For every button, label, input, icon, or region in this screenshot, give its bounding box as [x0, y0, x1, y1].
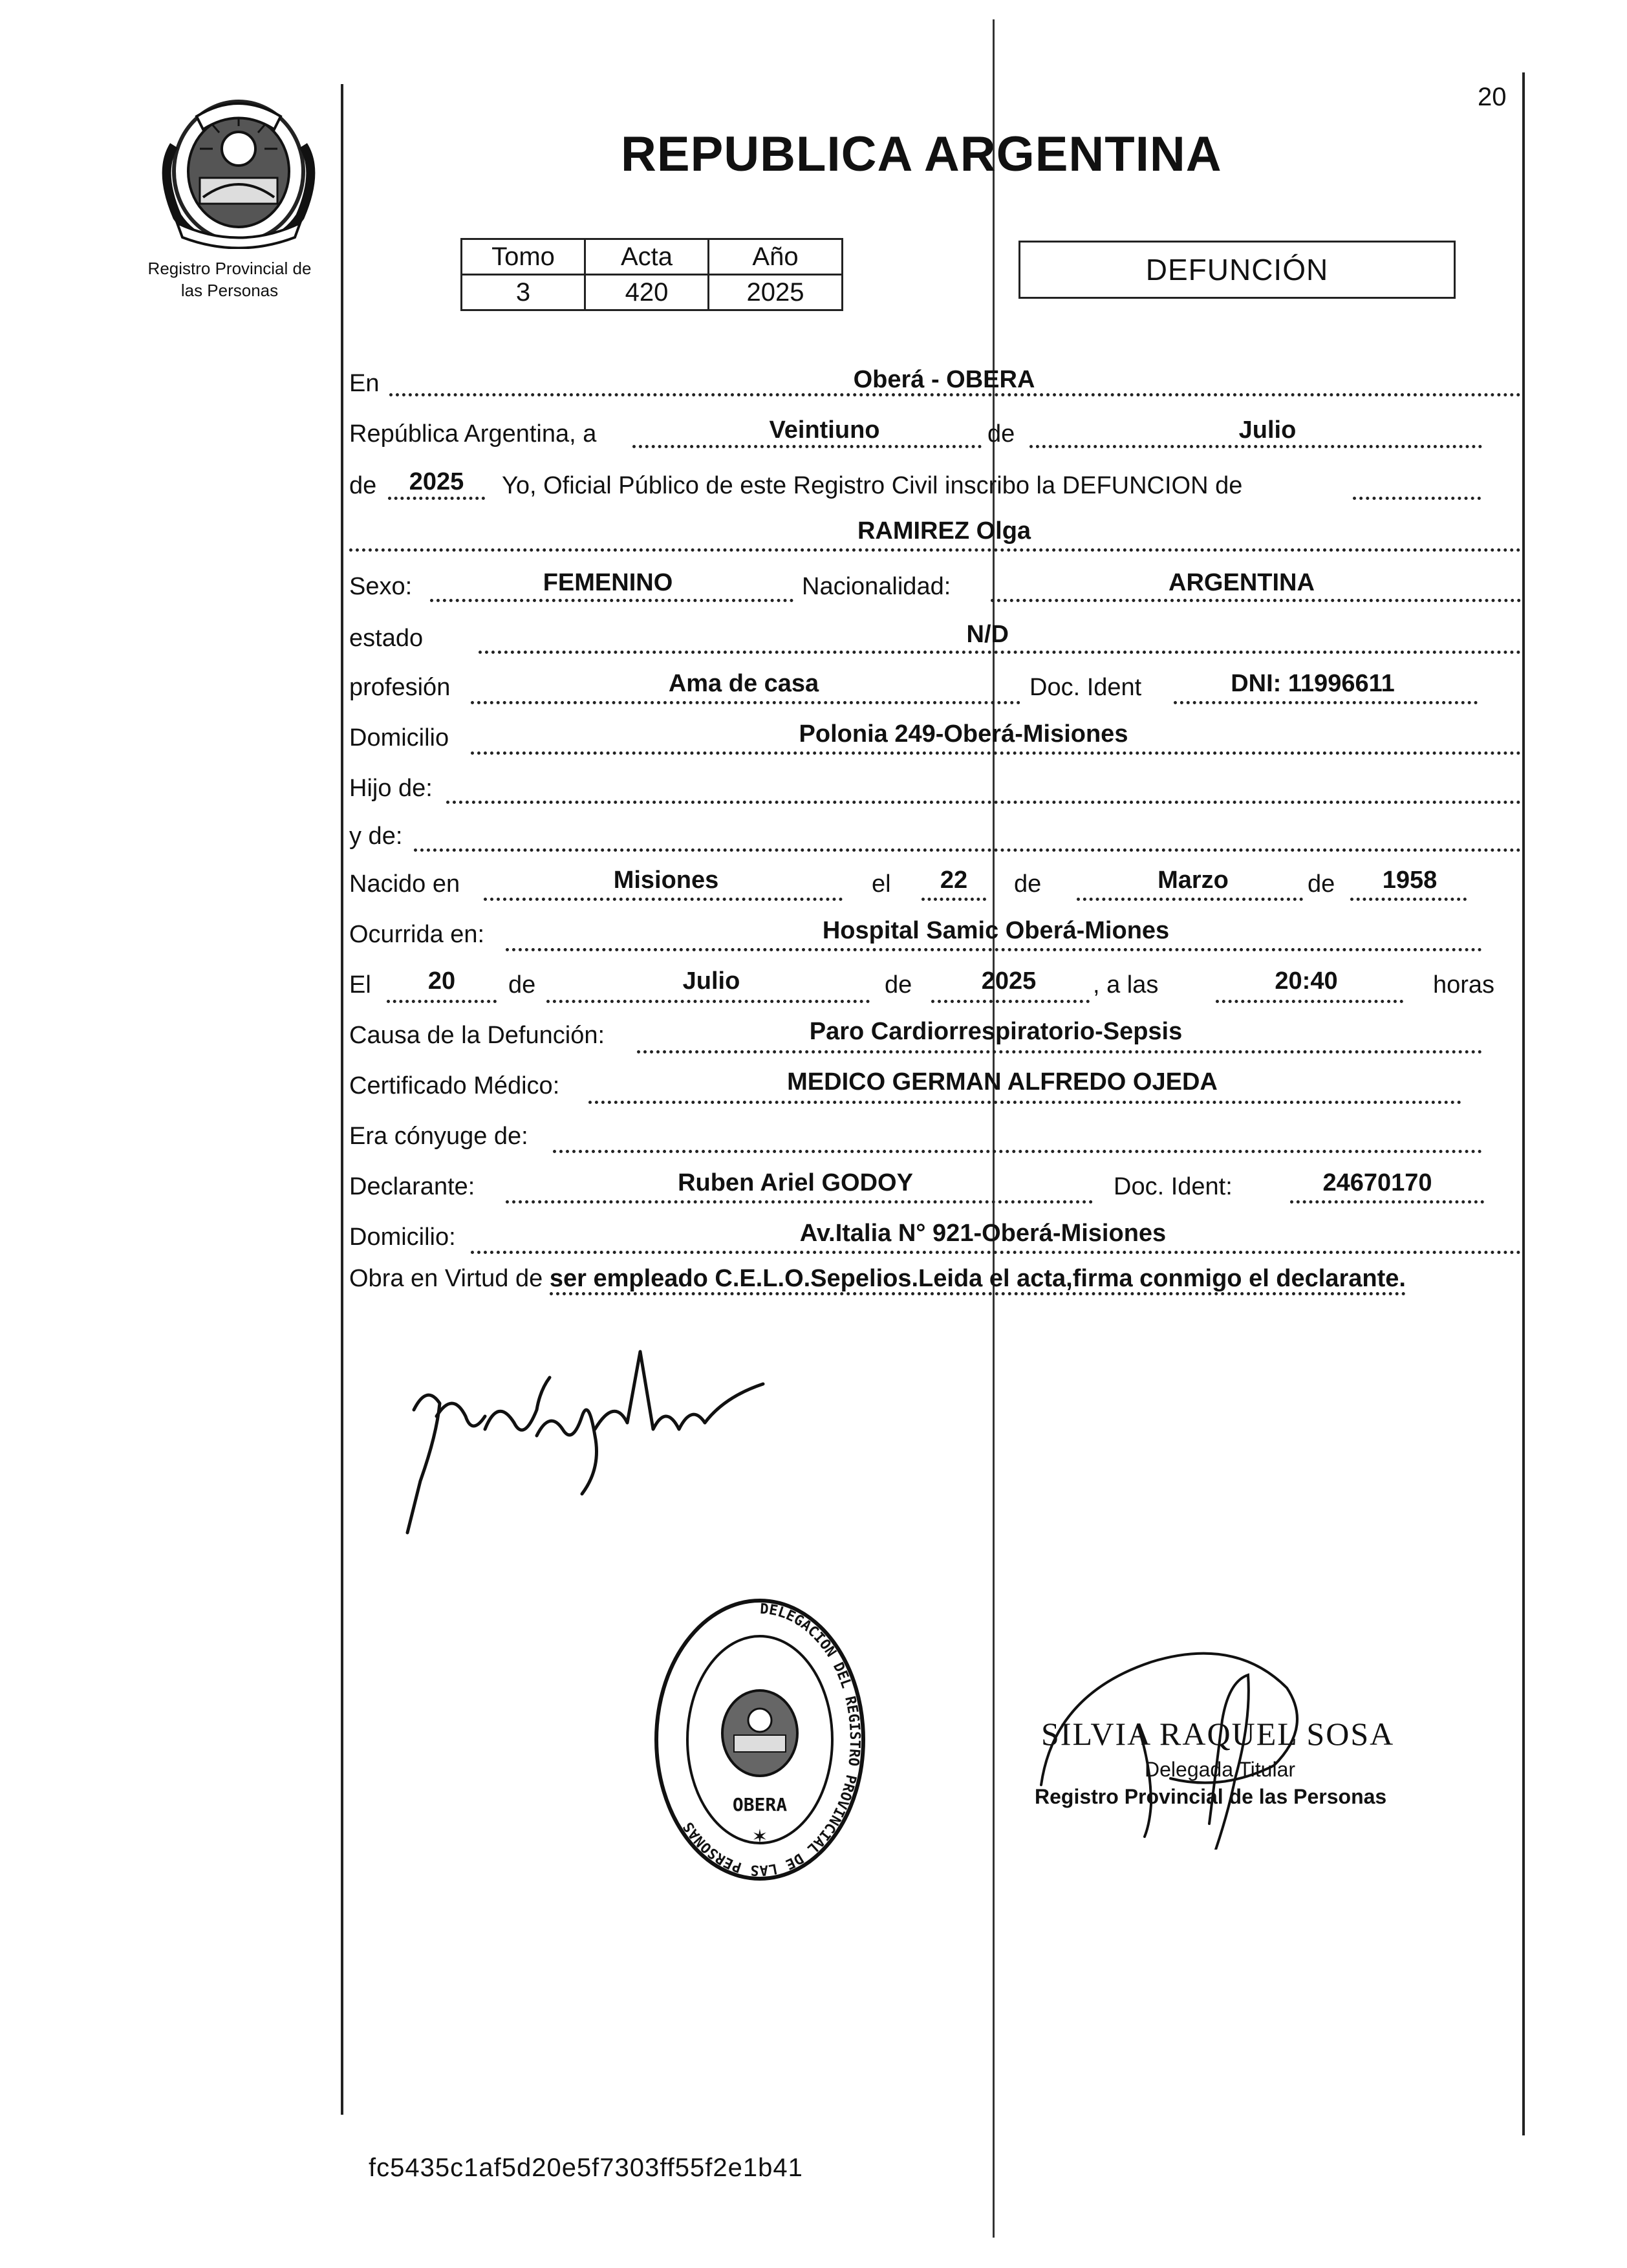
nacionalidad-dotline — [991, 599, 1521, 602]
nacionalidad-value: ARGENTINA — [1169, 569, 1315, 596]
causa-dotline — [637, 1050, 1482, 1053]
record-number-table — [460, 238, 843, 311]
inscribo-text: Yo, Oficial Público de este Registro Civil inscribo la DEFUNCION de — [502, 472, 1243, 499]
birth-el-label: el — [872, 870, 891, 898]
decl-domicilio-value: Av.Italia N° 921-Oberá-Misiones — [799, 1220, 1167, 1247]
death-day-value: 20 — [427, 967, 456, 995]
domicilio-label: Domicilio — [349, 724, 449, 751]
hijo-dotline — [446, 801, 1521, 804]
a-las-label: , a las — [1093, 971, 1159, 999]
birth-year-value: 1958 — [1382, 867, 1438, 894]
registry-label-line2: las Personas — [180, 281, 279, 300]
doc-ident-label: Doc. Ident — [1029, 674, 1142, 701]
en-label: En — [349, 370, 380, 397]
death-de-label-2: de — [885, 971, 912, 999]
death-year-value: 2025 — [981, 967, 1037, 995]
official-name: SILVIA RAQUEL SOSA — [1041, 1716, 1395, 1752]
registry-label — [123, 257, 336, 301]
birth-year-dotline — [1350, 898, 1467, 901]
obra-value: ser empleado C.E.L.O.Sepelios.Leida el acta,firma conmigo el declarante. — [550, 1265, 1406, 1295]
month-value: Julio — [1238, 416, 1297, 444]
conyuge-dotline — [553, 1150, 1482, 1153]
nacionalidad-label: Nacionalidad: — [802, 573, 951, 600]
birth-day-dotline — [921, 898, 986, 901]
decl-doc-label: Doc. Ident: — [1114, 1173, 1233, 1200]
left-margin-rule — [341, 84, 343, 2115]
registry-label-line1: Registro Provincial de — [147, 259, 312, 278]
ocurrida-dotline — [506, 948, 1482, 951]
sexo-label: Sexo: — [349, 573, 413, 600]
profesion-label: profesión — [349, 674, 451, 701]
doc-ident-dotline — [1174, 701, 1478, 704]
declarante-label: Declarante: — [349, 1173, 475, 1200]
month-dotline — [1029, 445, 1482, 448]
en-dotline — [389, 393, 1521, 396]
official-office: Registro Provincial de las Personas — [1035, 1785, 1387, 1808]
deceased-name-value: RAMIREZ Olga — [857, 517, 1031, 545]
republica-label: República Argentina, a — [349, 420, 597, 448]
deceased-name-dotline — [349, 548, 1521, 552]
en-value: Oberá - OBERA — [853, 366, 1035, 393]
official-stamp — [650, 1588, 870, 1892]
day-dotline — [632, 445, 982, 448]
death-el-label: El — [349, 971, 371, 999]
decl-domicilio-dotline — [471, 1251, 1521, 1254]
stamp-city-text: OBERA — [732, 1794, 788, 1815]
certificado-label: Certificado Médico: — [349, 1072, 560, 1099]
record-type-box: DEFUNCIÓN — [1018, 241, 1456, 299]
certificado-value: MEDICO GERMAN ALFREDO OJEDA — [787, 1068, 1218, 1096]
tomo-header: Tomo — [462, 239, 585, 275]
page-number: 20 — [1478, 83, 1507, 111]
birth-de-label-1: de — [1014, 870, 1042, 898]
death-month-dotline — [546, 1000, 870, 1003]
sexo-dotline — [430, 599, 793, 602]
anio-header: Año — [709, 239, 843, 275]
provincial-coat-of-arms-logo — [151, 94, 326, 249]
declarant-signature — [401, 1339, 776, 1539]
day-word-value: Veintiuno — [769, 416, 880, 444]
nacido-label: Nacido en — [349, 870, 460, 898]
causa-label: Causa de la Defunción: — [349, 1022, 605, 1049]
conyuge-label: Era cónyuge de: — [349, 1123, 528, 1150]
profesion-value: Ama de casa — [668, 670, 819, 697]
birth-de-label-2: de — [1308, 870, 1335, 898]
horas-label: horas — [1433, 971, 1495, 999]
obra-label: Obra en Virtud de — [349, 1265, 543, 1292]
y-de-dotline — [414, 848, 1521, 852]
y-de-label: y de: — [349, 823, 403, 850]
estado-label: estado — [349, 625, 424, 652]
fold-line — [993, 19, 995, 2238]
certificado-dotline — [588, 1101, 1461, 1104]
inscribo-dotline — [1353, 497, 1481, 500]
official-role: Delegada Titular — [1145, 1758, 1296, 1781]
country-title: REPUBLICA ARGENTINA — [621, 127, 1222, 182]
death-year-dotline — [931, 1000, 1090, 1003]
tomo-value: 3 — [462, 275, 585, 310]
profesion-dotline — [471, 701, 1020, 704]
decl-domicilio-label: Domicilio: — [349, 1224, 456, 1251]
de-label: de — [987, 420, 1015, 448]
decl-doc-value: 24670170 — [1322, 1169, 1432, 1196]
declarante-dotline — [506, 1200, 1093, 1204]
nacido-value: Misiones — [613, 867, 719, 894]
death-de-label-1: de — [508, 971, 536, 999]
hijo-label: Hijo de: — [349, 775, 433, 802]
causa-value: Paro Cardiorrespiratorio-Sepsis — [809, 1018, 1183, 1045]
stamp-ring-text: DELEGACION DEL REGISTRO PROVINCIAL DE LAS PERSONAS — [680, 1601, 863, 1879]
decl-doc-dotline — [1290, 1200, 1484, 1204]
domicilio-dotline — [471, 751, 1521, 755]
declarante-value: Ruben Ariel GODOY — [678, 1169, 913, 1196]
birth-month-dotline — [1077, 898, 1303, 901]
doc-ident-value: DNI: 11996611 — [1231, 670, 1395, 697]
acta-header: Acta — [585, 239, 709, 275]
right-margin-rule — [1522, 72, 1525, 2135]
year-dotline — [388, 497, 485, 500]
domicilio-value: Polonia 249-Oberá-Misiones — [799, 720, 1128, 748]
anio-value: 2025 — [709, 275, 843, 310]
nacido-dotline — [484, 898, 843, 901]
ocurrida-value: Hospital Samic Oberá-Miones — [822, 917, 1170, 944]
document-hash: fc5435c1af5d20e5f7303ff55f2e1b41 — [369, 2154, 803, 2182]
estado-value: N/D — [966, 621, 1009, 648]
death-day-dotline — [387, 1000, 497, 1003]
death-time-dotline — [1216, 1000, 1403, 1003]
estado-dotline — [479, 651, 1521, 654]
year-value: 2025 — [409, 468, 464, 495]
ocurrida-label: Ocurrida en: — [349, 921, 485, 948]
stamp-star-icon: ✶ — [751, 1826, 768, 1848]
birth-day-value: 22 — [940, 867, 968, 894]
obra-en-virtud-paragraph — [349, 1261, 1516, 1296]
birth-month-value: Marzo — [1158, 867, 1229, 894]
year-prefix-label: de — [349, 472, 377, 499]
acta-value: 420 — [585, 275, 709, 310]
death-time-value: 20:40 — [1275, 967, 1338, 995]
death-month-value: Julio — [682, 967, 740, 995]
sexo-value: FEMENINO — [543, 569, 673, 596]
